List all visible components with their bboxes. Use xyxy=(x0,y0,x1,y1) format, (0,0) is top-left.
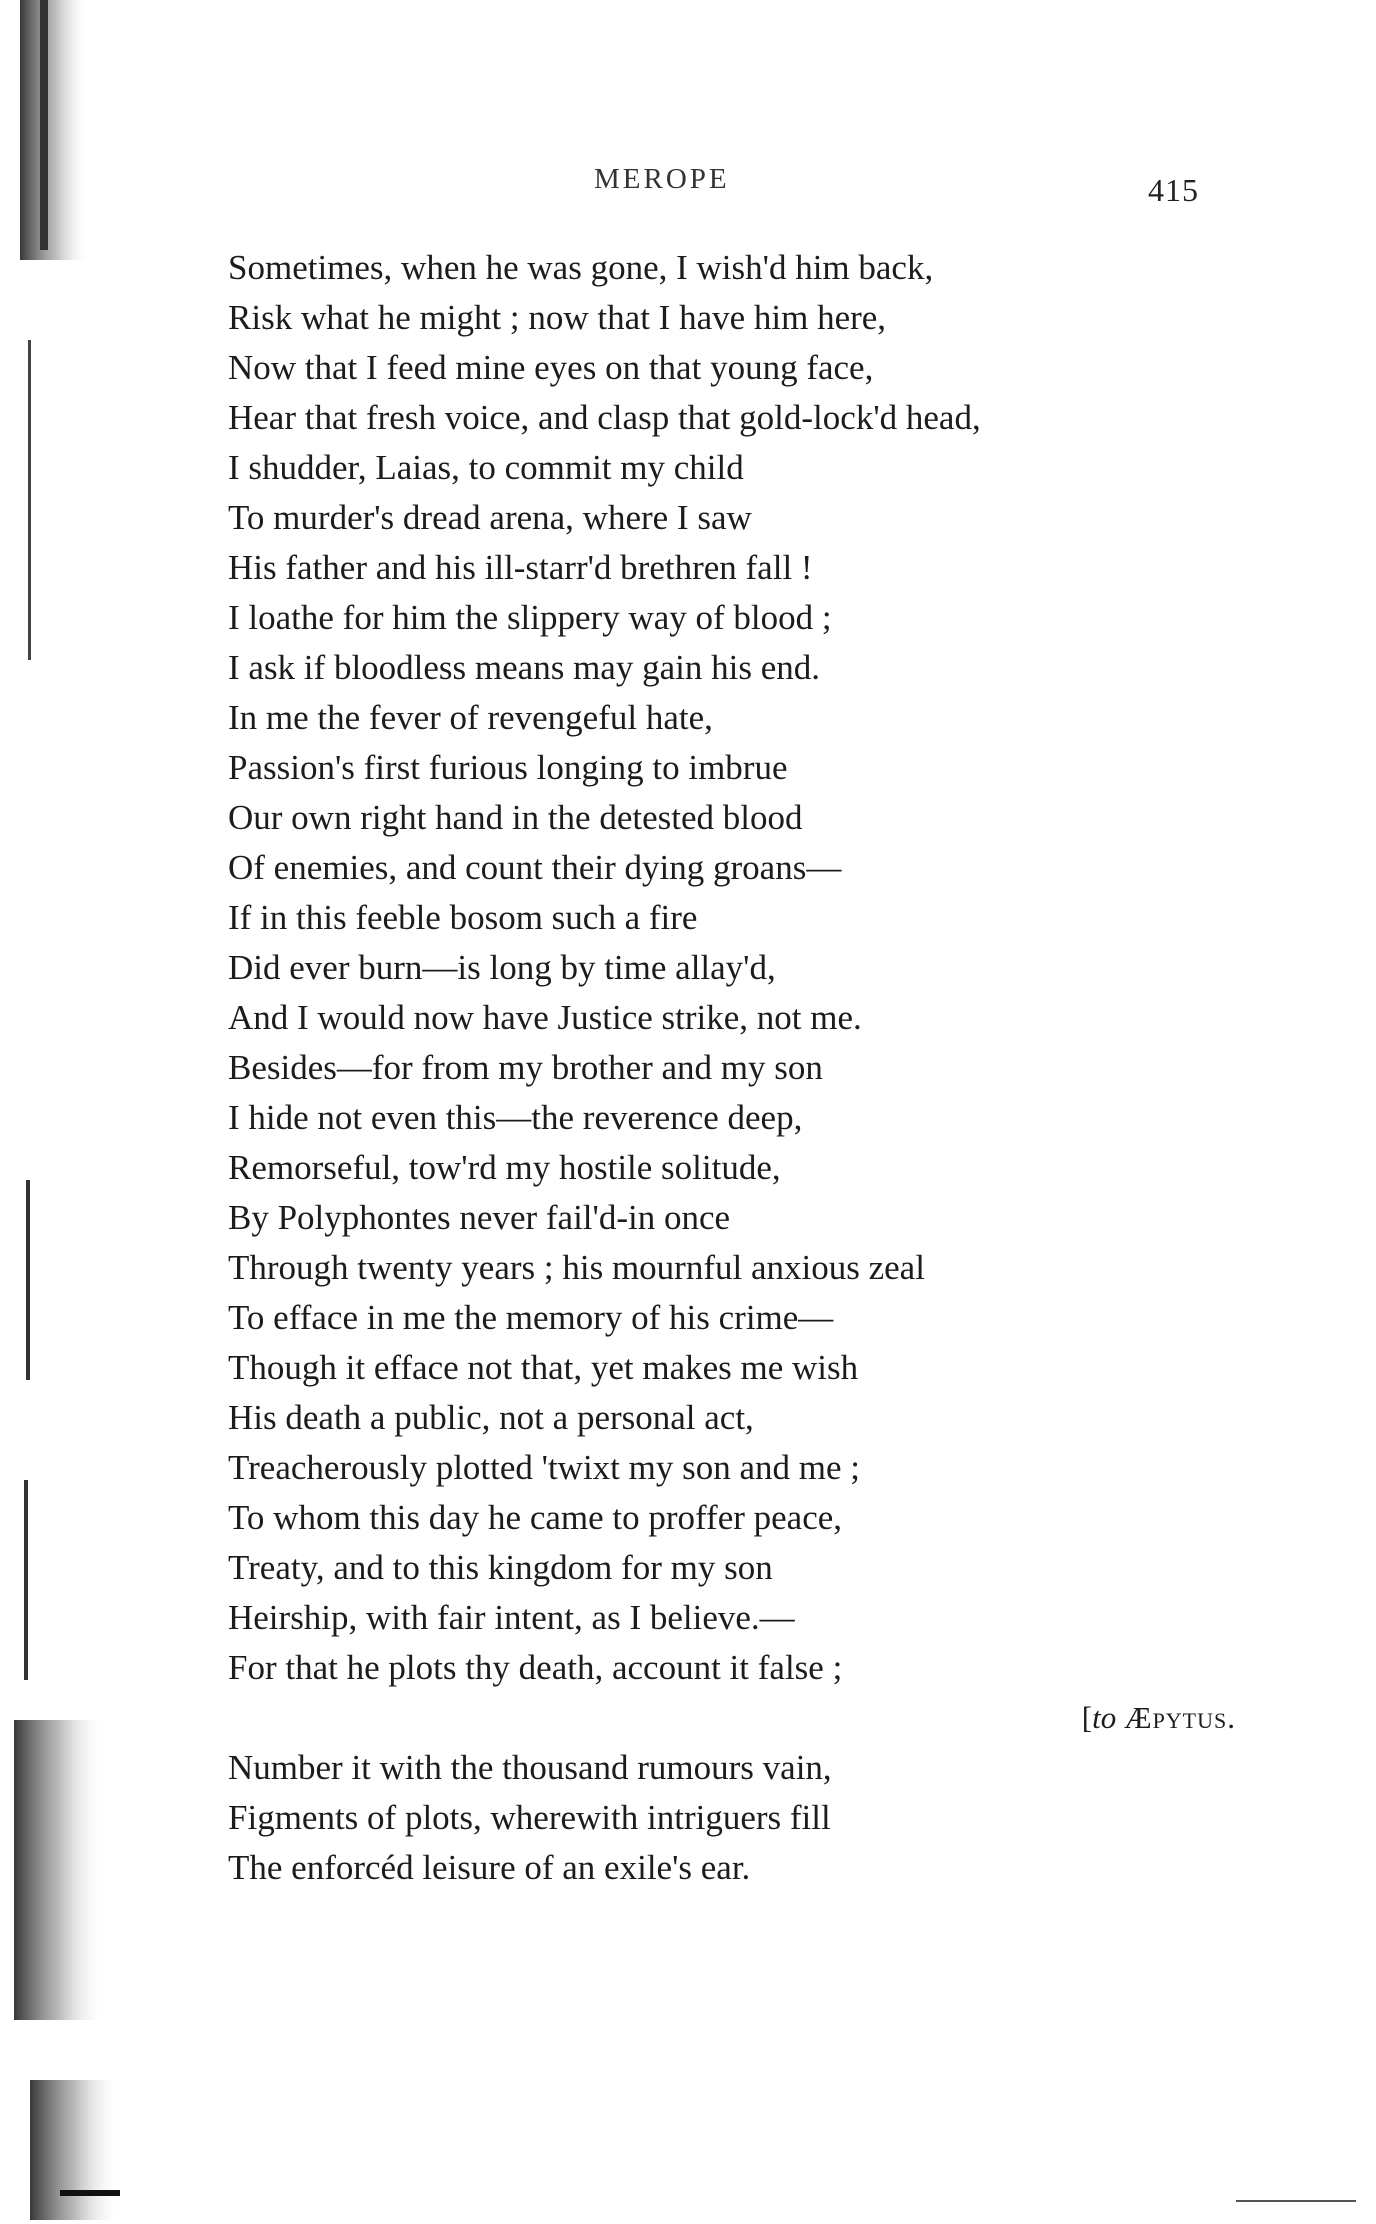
poem-line: Did ever burn—is long by time allay'd, xyxy=(228,948,776,987)
footer-rule xyxy=(1236,2200,1356,2202)
poem-line: To whom this day he came to proffer peace, xyxy=(228,1498,843,1537)
stage-direction-bracket: [ xyxy=(1081,1700,1093,1735)
poem-line: I ask if bloodless means may gain his end. xyxy=(228,648,820,687)
poem-line: Remorseful, tow'rd my hostile solitude, xyxy=(228,1148,781,1187)
poem-line: Besides—for from my brother and my son xyxy=(228,1048,823,1087)
poem-line: I hide not even this—the reverence deep, xyxy=(228,1098,803,1137)
page-binding-shadow xyxy=(0,0,120,2224)
page-number: 415 xyxy=(1148,172,1199,208)
poem-line: If in this feeble bosom such a fire xyxy=(228,898,698,937)
stage-direction xyxy=(228,1693,1236,1743)
poem-line: I loathe for him the slippery way of blood ; xyxy=(228,598,832,637)
poem-line: Number it with the thousand rumours vain, xyxy=(228,1748,832,1787)
poem-body xyxy=(228,243,1236,1893)
poem-line: Figments of plots, wherewith intriguers fill xyxy=(228,1798,831,1837)
poem-line: I shudder, Laias, to commit my child xyxy=(228,448,744,487)
poem-line: In me the fever of revengeful hate, xyxy=(228,698,713,737)
running-head: MEROPE xyxy=(594,163,730,195)
poem-line: His father and his ill-starr'd brethren fall ! xyxy=(228,548,813,587)
poem-line: By Polyphontes never fail'd-in once xyxy=(228,1198,731,1237)
poem-line: Though it efface not that, yet makes me wish xyxy=(228,1348,859,1387)
poem-line: To murder's dread arena, where I saw xyxy=(228,498,752,537)
poem-line: Treaty, and to this kingdom for my son xyxy=(228,1548,773,1587)
poem-line: His death a public, not a personal act, xyxy=(228,1398,754,1437)
poem-line: To efface in me the memory of his crime— xyxy=(228,1298,834,1337)
poem-line: For that he plots thy death, account it false ; xyxy=(228,1648,843,1687)
stage-direction-word: to xyxy=(1092,1700,1117,1735)
poem-line: Hear that fresh voice, and clasp that gold-lock'd head, xyxy=(228,398,981,437)
poem-line: Treacherously plotted 'twixt my son and me ; xyxy=(228,1448,861,1487)
poem-line: Our own right hand in the detested blood xyxy=(228,798,803,837)
poem-line: Of enemies, and count their dying groans— xyxy=(228,848,842,887)
poem-line: And I would now have Justice strike, not me. xyxy=(228,998,862,1037)
poem-line: Now that I feed mine eyes on that young face, xyxy=(228,348,874,387)
poem-line: Risk what he might ; now that I have him here, xyxy=(228,298,887,337)
poem-line: The enforcéd leisure of an exile's ear. xyxy=(228,1848,751,1887)
poem-line: Heirship, with fair intent, as I believe.— xyxy=(228,1598,795,1637)
poem-line: Passion's first furious longing to imbrue xyxy=(228,748,788,787)
stage-direction-name: Æpytus. xyxy=(1124,1700,1236,1735)
poem-line: Through twenty years ; his mournful anxious zeal xyxy=(228,1248,925,1287)
poem-line: Sometimes, when he was gone, I wish'd him back, xyxy=(228,248,934,287)
